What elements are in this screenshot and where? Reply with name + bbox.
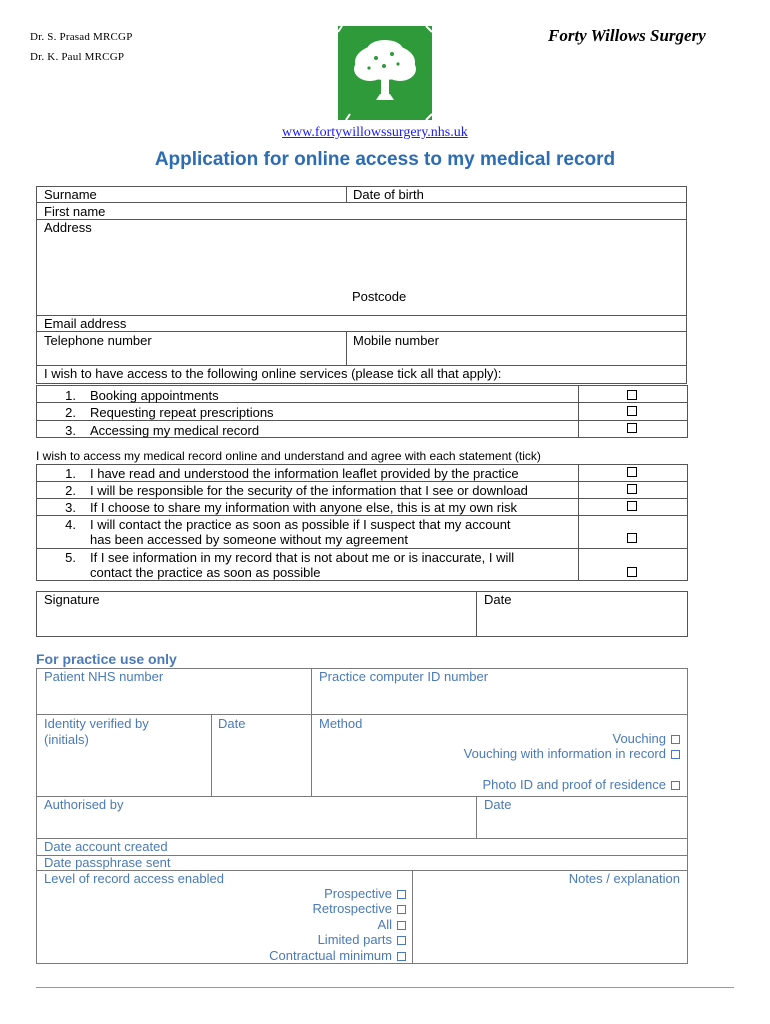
access-level-label: Level of record access enabled [44,871,224,886]
method-label-text: Photo ID and proof of residence [482,777,666,792]
method-vouching[interactable] [613,731,681,747]
tree-logo-icon [336,24,434,122]
method-vouching-record[interactable] [464,746,680,762]
service-checkbox[interactable] [627,406,637,416]
authorised-by-field[interactable]: Authorised by [44,797,124,812]
statement-security: I will be responsible for the security of the information that I see or download [90,483,528,498]
authorised-date-field[interactable]: Date [484,797,512,812]
nhs-number-field[interactable]: Patient NHS number [44,669,164,684]
method-label: Method [319,716,363,731]
statement-number: 2. [65,483,76,498]
level-label-text: Retrospective [312,901,392,916]
initials-label: (initials) [44,732,89,747]
computer-id-field[interactable]: Practice computer ID number [319,669,489,684]
footer-divider [36,987,734,988]
level-retrospective[interactable] [313,901,406,917]
service-checkbox[interactable] [627,390,637,400]
statement-contact-line1: I will contact the practice as soon as possible if I suspect that my account [90,517,511,532]
statement-leaflet: I have read and understood the information leaflet provided by the practice [90,466,519,481]
telephone-field[interactable]: Telephone number [44,333,152,348]
statement-number: 3. [65,500,76,515]
method-label-text: Vouching with information in record [463,746,666,761]
email-field[interactable]: Email address [44,316,127,331]
surgery-name: Forty Willows Surgery [548,26,706,45]
website-link[interactable]: www.fortywillowssurgery.nhs.uk [282,125,468,140]
statement-number: 1. [65,466,76,481]
doctor-name-2: Dr. K. Paul MRCGP [30,51,125,63]
service-checkbox[interactable] [627,423,637,433]
statement-number: 5. [65,550,76,565]
passphrase-sent-field[interactable]: Date passphrase sent [44,855,171,870]
checkbox-icon[interactable] [671,735,680,744]
statement-checkbox[interactable] [627,567,637,577]
notes-field[interactable]: Notes / explanation [568,871,680,886]
service-booking-appointments: Booking appointments [90,388,219,403]
statement-checkbox[interactable] [627,533,637,543]
level-label-text: Limited parts [317,932,392,947]
level-all[interactable] [378,917,406,933]
service-number: 2. [65,405,76,420]
service-medical-record: Accessing my medical record [90,423,260,438]
postcode-field[interactable]: Postcode [352,289,407,304]
statement-checkbox[interactable] [627,467,637,477]
identity-verified-label: Identity verified by [44,716,149,731]
statement-contact-line2: has been accessed by someone without my agreement [90,532,408,547]
checkbox-icon[interactable] [397,921,406,930]
statement-checkbox[interactable] [627,501,637,511]
checkbox-icon[interactable] [397,890,406,899]
level-limited-parts[interactable] [318,932,406,948]
services-intro: I wish to have access to the following online services (please tick all that apply): [44,366,502,381]
service-number: 3. [65,423,76,438]
statement-inaccurate-line1: If I see information in my record that is not about me or is inaccurate, I will [90,550,515,565]
signature-field[interactable]: Signature [44,592,100,607]
level-label-text: Contractual minimum [269,948,392,963]
surname-field[interactable]: Surname [44,187,97,202]
first-name-field[interactable]: First name [44,204,106,219]
level-label-text: Prospective [324,886,392,901]
address-field[interactable]: Address [44,220,92,235]
checkbox-icon[interactable] [397,905,406,914]
checkbox-icon[interactable] [671,750,680,759]
statement-checkbox[interactable] [627,484,637,494]
practice-heading: For practice use only [36,651,177,667]
method-photo-id[interactable] [482,777,680,793]
level-contractual-minimum[interactable] [269,948,406,964]
dob-field[interactable]: Date of birth [353,187,424,202]
statement-inaccurate-line2: contact the practice as soon as possible [90,565,321,580]
service-number: 1. [65,388,76,403]
checkbox-icon[interactable] [671,781,680,790]
verify-date-field[interactable]: Date [218,716,246,731]
mobile-field[interactable]: Mobile number [353,333,439,348]
page-title: Application for online access to my medical record [154,149,616,170]
level-prospective[interactable] [324,886,406,902]
method-label-text: Vouching [612,731,666,746]
signature-date-field[interactable]: Date [484,592,512,607]
checkbox-icon[interactable] [397,936,406,945]
checkbox-icon[interactable] [397,952,406,961]
statement-sharing-risk: If I choose to share my information with anyone else, this is at my own risk [90,500,518,515]
doctor-name-1: Dr. S. Prasad MRCGP [30,31,133,43]
service-repeat-prescriptions: Requesting repeat prescriptions [90,405,274,420]
level-label-text: All [377,917,392,932]
statement-number: 4. [65,517,76,532]
details-frame [36,186,687,384]
account-created-field[interactable]: Date account created [44,839,168,854]
statements-intro: I wish to access my medical record online and understand and agree with each statement (tick) [36,449,541,463]
